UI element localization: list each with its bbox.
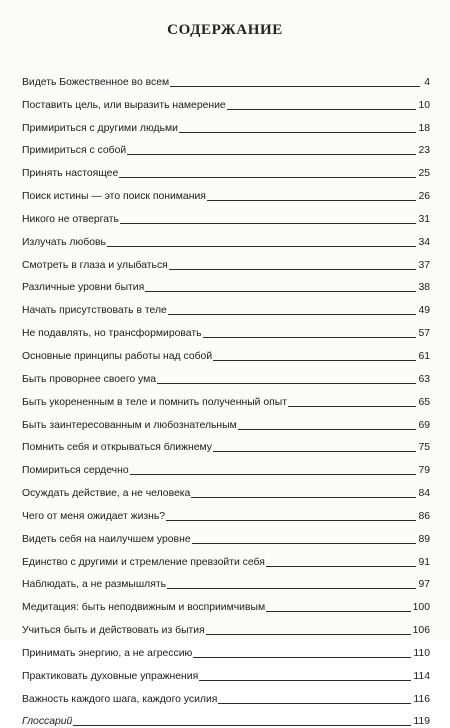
toc-entry-page-number: 100: [412, 602, 430, 614]
toc-entry-title: Начать присутствовать в теле: [22, 305, 167, 317]
toc-leader-line: [203, 337, 417, 338]
toc-entry: [22, 546, 430, 569]
toc-entry-page-number: 75: [418, 442, 430, 454]
toc-entry: [22, 226, 430, 249]
toc-leader-line: [266, 611, 411, 612]
toc-entry-title: Видеть себя на наилучшем уровне: [22, 533, 191, 545]
toc-entry-page-number: 49: [418, 305, 430, 317]
toc-leader-line: [120, 223, 417, 224]
toc-entry-page-number: 89: [418, 533, 430, 545]
toc-entry-title: Примириться с собой: [22, 145, 127, 157]
toc-entry: [22, 363, 430, 386]
toc-entry: [22, 477, 430, 500]
toc-entry-page-number: 97: [418, 579, 430, 591]
toc-entry: [22, 637, 430, 660]
toc-entry-title: Быть укорененным в теле и помнить полученный опыт: [22, 396, 287, 408]
toc-leader-line: [192, 543, 417, 544]
toc-entry: [22, 386, 430, 409]
toc-entry: [22, 112, 430, 135]
toc-entry: [22, 409, 430, 432]
toc-entry-title: Медитация: быть неподвижным и восприимчивым: [22, 602, 266, 614]
toc-leader-line: [207, 200, 417, 201]
toc-entry-page-number: 65: [418, 396, 430, 408]
toc-leader-line: [266, 566, 417, 567]
toc-leader-line: [218, 703, 411, 704]
toc-leader-line: [119, 177, 416, 178]
toc-entry-title: Принимать энергию, а не агрессию: [22, 647, 193, 659]
toc-entry-page-number: 86: [418, 510, 430, 522]
toc-entry: [22, 500, 430, 523]
toc-entry: [22, 523, 430, 546]
toc-entry: [22, 66, 430, 89]
toc-entry: [22, 432, 430, 455]
toc-entry-title: Помириться сердечно: [22, 465, 129, 477]
toc-leader-line: [199, 680, 411, 681]
toc-entry-page-number: 106: [412, 625, 430, 637]
toc-entry-page-number: 57: [418, 328, 430, 340]
toc-leader-line: [130, 474, 417, 475]
toc-entry-page-number: 38: [418, 282, 430, 294]
toc-entry-page-number: 23: [418, 145, 430, 157]
toc-entry-page-number: 34: [418, 236, 430, 248]
toc-entry-page-number: 91: [418, 556, 430, 568]
toc-entry-title: Быть заинтересованным и любознательным: [22, 419, 237, 431]
toc-entry-page-number: 79: [418, 465, 430, 477]
toc-entry-title: Никого не отвергать: [22, 213, 119, 225]
toc-leader-line: [213, 360, 416, 361]
toc-entry: [22, 660, 430, 683]
toc-leader-line: [168, 314, 417, 315]
toc-entry-title: Наблюдать, а не размышлять: [22, 579, 167, 591]
toc-entry-title: Поставить цель, или выразить намерение: [22, 99, 226, 111]
toc-entry-title: Принять настоящее: [22, 168, 119, 180]
toc-entry-page-number: 4: [424, 76, 430, 88]
toc-entry-title: Чего от меня ожидает жизнь?: [22, 510, 166, 522]
toc-leader-line: [191, 497, 416, 498]
toc-entry-title: Излучать любовь: [22, 236, 106, 248]
toc-leader-line: [167, 588, 416, 589]
toc-leader-line: [166, 520, 416, 521]
toc-leader-line: [145, 291, 416, 292]
toc-entry-title: Видеть Божественное во всем: [22, 76, 170, 88]
toc-entry: [22, 89, 430, 112]
toc-entry: [22, 340, 430, 363]
toc-entry-title: Не подавлять, но трансформировать: [22, 328, 202, 340]
toc-entry-page-number: 116: [413, 693, 430, 705]
toc-leader-line: [227, 109, 417, 110]
toc-entry-page-number: 110: [413, 647, 430, 659]
toc-entry-title: Поиск истины — это поиск понимания: [22, 191, 206, 203]
toc-entry: [22, 591, 430, 614]
toc-entry-title: Различные уровни бытия: [22, 282, 145, 294]
toc-entry-title: Осуждать действие, а не человека: [22, 488, 191, 500]
toc-entry-title: Быть проворнее своего ума: [22, 373, 157, 385]
toc-leader-line: [213, 451, 416, 452]
toc-entry-title: Смотреть в глаза и улыбаться: [22, 259, 168, 271]
toc-entry-page-number: 114: [413, 670, 430, 682]
toc-entry: [22, 614, 430, 637]
toc-entry-page-number: 61: [418, 350, 430, 362]
toc-entry: [22, 272, 430, 295]
toc-leader-line: [238, 429, 417, 430]
toc-entry-page-number: 18: [418, 122, 430, 134]
toc-entry-page-number: 25: [418, 168, 430, 180]
toc-entry: [22, 317, 430, 340]
toc-entry-title: Глоссарий: [22, 716, 73, 728]
toc-entry-page-number: 26: [418, 191, 430, 203]
toc-entry: [22, 569, 430, 592]
toc-entry-page-number: 31: [418, 213, 430, 225]
toc-entry: [22, 249, 430, 272]
toc-entry-title: Важность каждого шага, каждого усилия: [22, 693, 218, 705]
toc-entry-page-number: 119: [413, 716, 430, 728]
toc-leader-line: [193, 657, 411, 658]
toc-leader-line: [170, 86, 420, 87]
toc-leader-line: [179, 132, 416, 133]
toc-entry: [22, 294, 430, 317]
toc-entry-page-number: 84: [418, 488, 430, 500]
toc-entry-page-number: 69: [418, 419, 430, 431]
toc-entry-title: Единство с другими и стремление превзойти себя: [22, 556, 265, 568]
toc-entry: [22, 454, 430, 477]
toc-leader-line: [157, 383, 416, 384]
toc-entry-title: Учиться быть и действовать из бытия: [22, 625, 205, 637]
toc-leader-line: [169, 269, 417, 270]
page-title: СОДЕРЖАНИЕ: [167, 22, 283, 38]
toc-entry: [22, 706, 430, 728]
toc-entry-title: Основные принципы работы над собой: [22, 350, 213, 362]
table-of-contents: [22, 66, 430, 728]
toc-entry-title: Примириться с другими людьми: [22, 122, 178, 134]
toc-entry-title: Помнить себя и открываться ближнему: [22, 442, 212, 454]
toc-entry: [22, 683, 430, 706]
toc-leader-line: [288, 406, 416, 407]
toc-entry: [22, 135, 430, 158]
toc-leader-line: [107, 246, 417, 247]
toc-leader-line: [73, 725, 411, 726]
toc-entry: [22, 203, 430, 226]
toc-entry-page-number: 37: [418, 259, 430, 271]
toc-entry: [22, 180, 430, 203]
toc-entry-page-number: 10: [418, 99, 430, 111]
toc-entry-page-number: 63: [418, 373, 430, 385]
toc-leader-line: [206, 634, 411, 635]
toc-entry-title: Практиковать духовные упражнения: [22, 670, 199, 682]
toc-entry: [22, 157, 430, 180]
toc-leader-line: [127, 154, 416, 155]
